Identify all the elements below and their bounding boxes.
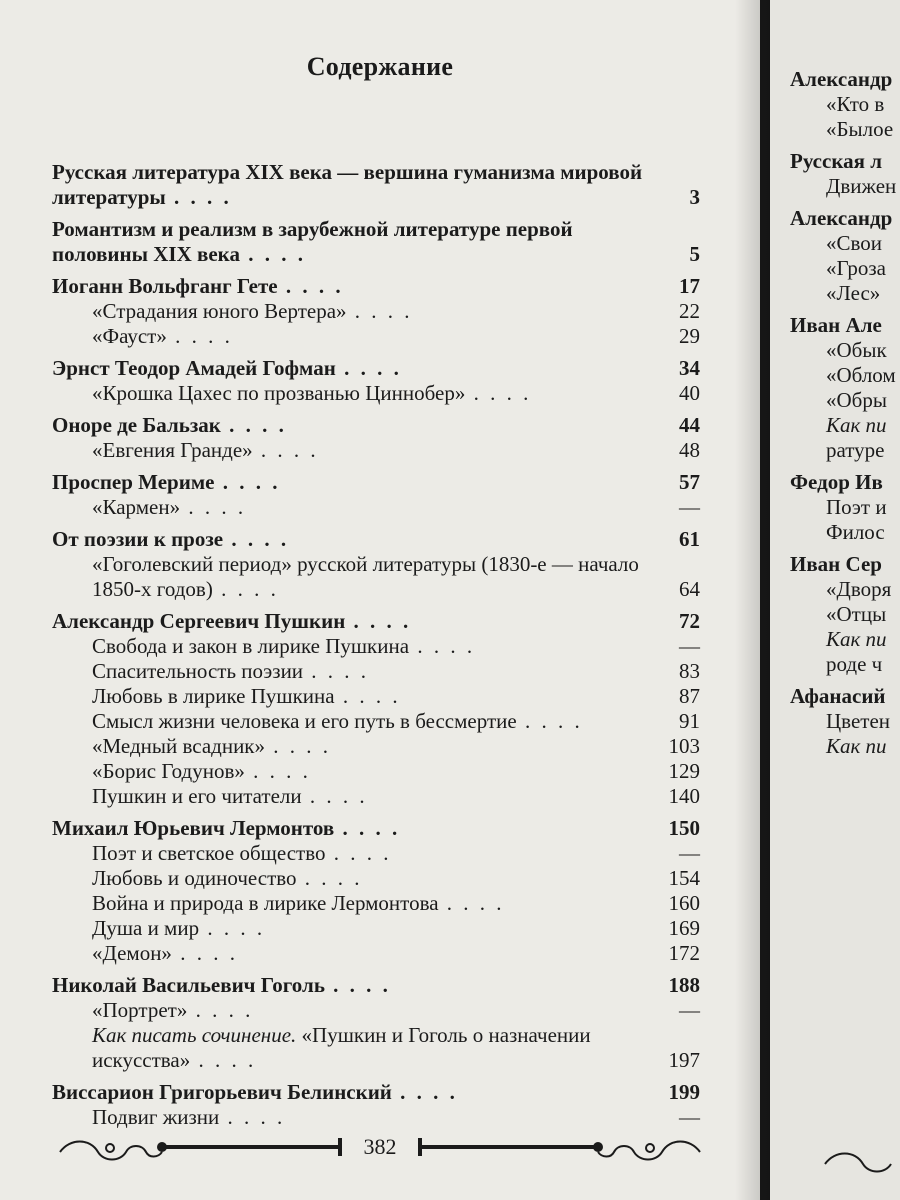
toc-entry-text: Николай Васильевич Гоголь bbox=[52, 973, 325, 997]
toc-entry-text: Поэт и светское общество bbox=[92, 841, 326, 865]
toc-page-number: 172 bbox=[668, 941, 700, 965]
right-toc-sub: Цветен bbox=[826, 709, 891, 733]
toc-heading-entry bbox=[52, 470, 700, 495]
toc-entry-text: «Фауст» bbox=[92, 324, 167, 348]
toc-leader-dots: . . . . bbox=[409, 634, 476, 658]
toc-entry-title bbox=[52, 217, 700, 267]
toc-sub-entry bbox=[52, 1023, 700, 1073]
toc-entry-text: «Демон» bbox=[92, 941, 172, 965]
toc-entry-title bbox=[92, 684, 700, 709]
toc-page-number: 150 bbox=[668, 816, 700, 840]
right-toc-sub: «Отцы bbox=[826, 602, 887, 626]
toc-page-number: 72 bbox=[679, 609, 700, 633]
right-toc-heading: Иван Сер bbox=[790, 552, 882, 576]
toc-leader-dots: . . . . bbox=[324, 973, 391, 997]
toc-entry-text: «Евгения Гранде» bbox=[92, 438, 253, 462]
right-toc-sub: ратуре bbox=[826, 438, 885, 462]
toc-entry-title bbox=[92, 709, 700, 734]
toc-heading-entry bbox=[52, 413, 700, 438]
toc-leader-dots: . . . . bbox=[214, 470, 281, 494]
toc-entry-title bbox=[92, 659, 700, 684]
toc-leader-dots: . . . . bbox=[223, 527, 290, 551]
toc-entry-text: «Борис Годунов» bbox=[92, 759, 245, 783]
toc-entry-text: Война и природа в лирике Лермонтова bbox=[92, 891, 439, 915]
toc-entry-title bbox=[92, 941, 700, 966]
toc-page-number: 140 bbox=[668, 784, 700, 808]
toc-leader-dots: . . . . bbox=[190, 1048, 257, 1072]
toc-leader-dots: . . . . bbox=[334, 816, 401, 840]
right-toc-sub: Движен bbox=[826, 174, 897, 198]
toc-sub-entry bbox=[52, 324, 700, 349]
toc-entry-title bbox=[92, 381, 700, 406]
toc-page-number: 129 bbox=[668, 759, 700, 783]
toc-leader-dots: . . . . bbox=[391, 1080, 458, 1104]
toc-page-number: 197 bbox=[668, 1048, 700, 1072]
toc-heading-entry bbox=[52, 217, 700, 267]
toc-page-number: 160 bbox=[668, 891, 700, 915]
right-toc-sub: «Обык bbox=[826, 338, 887, 362]
toc-page-number: 154 bbox=[668, 866, 700, 890]
toc-page-number: 91 bbox=[679, 709, 700, 733]
toc-sub-entry bbox=[52, 734, 700, 759]
toc-entry-title bbox=[92, 916, 700, 941]
toc-entry-text: Любовь в лирике Пушкина bbox=[92, 684, 335, 708]
right-toc-sub: роде ч bbox=[826, 652, 883, 676]
toc-heading-entry bbox=[52, 274, 700, 299]
right-toc-sub: Как пи bbox=[826, 627, 887, 651]
right-page bbox=[770, 0, 900, 1200]
toc-sub-entry bbox=[52, 299, 700, 324]
toc-entry-text: «Гоголевский период» русской литературы (1830-е — начало 1850-х годов) bbox=[92, 552, 639, 601]
toc-entry-text: Подвиг жизни bbox=[92, 1105, 220, 1129]
toc-entry-title bbox=[52, 1080, 700, 1105]
toc-entry-text: Душа и мир bbox=[92, 916, 200, 940]
toc-page-number: — bbox=[679, 1105, 700, 1129]
toc-page-number: 22 bbox=[679, 299, 700, 323]
toc-entry-title bbox=[52, 527, 700, 552]
toc-entry-title bbox=[52, 160, 700, 210]
toc-page-number: 44 bbox=[679, 413, 700, 437]
toc-sub-entry bbox=[52, 1105, 700, 1130]
right-toc-heading: Федор Ив bbox=[790, 470, 883, 494]
toc-entry-text: Виссарион Григорьевич Белинский bbox=[52, 1080, 392, 1104]
toc-leader-dots: . . . . bbox=[165, 185, 232, 209]
toc-sub-entry bbox=[52, 381, 700, 406]
toc-leader-dots: . . . . bbox=[199, 916, 266, 940]
toc-entry-title bbox=[92, 324, 700, 349]
toc-page-number: 103 bbox=[668, 734, 700, 758]
right-toc-heading: Русская л bbox=[790, 149, 882, 173]
toc-entry-text: Любовь и одиночество bbox=[92, 866, 297, 890]
toc-entry-title bbox=[92, 634, 700, 659]
toc-entry-text: Эрнст Теодор Амадей Гофман bbox=[52, 356, 336, 380]
toc-entry-title bbox=[92, 552, 700, 602]
right-toc-sub: Поэт и bbox=[826, 495, 887, 519]
toc-page-number: 40 bbox=[679, 381, 700, 405]
page-number: 382 bbox=[363, 1134, 397, 1159]
toc-sub-entry bbox=[52, 438, 700, 463]
toc-entry-text: «Кармен» bbox=[92, 495, 181, 519]
right-toc-sub: «Свои bbox=[826, 231, 883, 255]
right-toc-heading: Александр bbox=[790, 206, 893, 230]
toc-sub-entry bbox=[52, 916, 700, 941]
right-toc-sub: «Дворя bbox=[826, 577, 892, 601]
toc-entry-title bbox=[92, 1023, 700, 1073]
toc-sub-entry bbox=[52, 552, 700, 602]
toc-heading-entry bbox=[52, 973, 700, 998]
toc-leader-dots: . . . . bbox=[346, 299, 413, 323]
toc-heading-entry bbox=[52, 609, 700, 634]
toc-page-number: 199 bbox=[668, 1080, 700, 1104]
toc-leader-dots: . . . . bbox=[265, 734, 332, 758]
right-footer-ornament-icon bbox=[820, 1140, 900, 1180]
toc-entry-title bbox=[92, 438, 700, 463]
toc-leader-dots: . . . . bbox=[301, 784, 368, 808]
right-toc-heading: Афанасий bbox=[790, 684, 886, 708]
right-toc-sub: «Обры bbox=[826, 388, 887, 412]
toc-sub-entry bbox=[52, 659, 700, 684]
right-toc-sub: «Облом bbox=[826, 363, 896, 387]
toc-entry-text: От поэзии к прозе bbox=[52, 527, 224, 551]
toc-leader-dots: . . . . bbox=[516, 709, 583, 733]
toc-entry-title bbox=[52, 973, 700, 998]
toc-page-number: 169 bbox=[668, 916, 700, 940]
toc-entry-text: Александр Сергеевич Пушкин bbox=[52, 609, 346, 633]
toc-entry-title bbox=[52, 470, 700, 495]
toc-entry-title bbox=[92, 1105, 700, 1130]
toc-entry-text: Иоганн Вольфганг Гете bbox=[52, 274, 278, 298]
toc-entry-title bbox=[92, 891, 700, 916]
toc-page-number: 48 bbox=[679, 438, 700, 462]
toc-entry-title bbox=[92, 841, 700, 866]
toc-page-number: 61 bbox=[679, 527, 700, 551]
book-gutter bbox=[735, 0, 775, 1200]
page-title: Содержание bbox=[306, 52, 454, 81]
toc-entry-text: Проспер Мериме bbox=[52, 470, 215, 494]
table-of-contents bbox=[52, 160, 700, 1130]
toc-entry-text: Романтизм и реализм в зарубежной литературе первой половины XIX века bbox=[52, 217, 573, 266]
toc-entry-text: «Страдания юного Вертера» bbox=[92, 299, 347, 323]
toc-entry-text: «Медный всадник» bbox=[92, 734, 266, 758]
toc-entry-text: Свобода и закон в лирике Пушкина bbox=[92, 634, 410, 658]
toc-leader-dots: . . . . bbox=[187, 998, 254, 1022]
toc-page-number: — bbox=[679, 495, 700, 519]
toc-sub-entry bbox=[52, 841, 700, 866]
toc-entry-text: Русская литература XIX века — вершина гуманизма мировой литературы bbox=[52, 160, 643, 209]
toc-sub-entry bbox=[52, 634, 700, 659]
toc-page-number: 17 bbox=[679, 274, 700, 298]
toc-sub-entry bbox=[52, 784, 700, 809]
toc-page-number: 87 bbox=[679, 684, 700, 708]
right-toc-sub: «Кто в bbox=[826, 92, 885, 116]
right-toc-sub: Как пи bbox=[826, 734, 887, 758]
toc-entry-title bbox=[52, 274, 700, 299]
toc-entry-text: Спасительность поэзии bbox=[92, 659, 304, 683]
toc-sub-entry bbox=[52, 709, 700, 734]
toc-leader-dots: . . . . bbox=[212, 577, 279, 601]
toc-leader-dots: . . . . bbox=[438, 891, 505, 915]
toc-leader-dots: . . . . bbox=[277, 274, 344, 298]
right-toc-sub: «Гроза bbox=[826, 256, 886, 280]
toc-sub-entry bbox=[52, 684, 700, 709]
toc-entry-title bbox=[92, 759, 700, 784]
right-toc-heading: Иван Але bbox=[790, 313, 882, 337]
toc-entry-text: Пушкин и его читатели bbox=[92, 784, 302, 808]
toc-leader-dots: . . . . bbox=[171, 941, 238, 965]
toc-heading-entry bbox=[52, 816, 700, 841]
toc-leader-dots: . . . . bbox=[220, 413, 287, 437]
toc-page-number: 64 bbox=[679, 577, 700, 601]
toc-heading-entry bbox=[52, 527, 700, 552]
toc-leader-dots: . . . . bbox=[166, 324, 233, 348]
toc-leader-dots: . . . . bbox=[465, 381, 532, 405]
toc-page-number: 3 bbox=[689, 185, 700, 209]
toc-sub-entry bbox=[52, 495, 700, 520]
toc-heading-entry bbox=[52, 356, 700, 381]
toc-page-number: 5 bbox=[689, 242, 700, 266]
right-toc-sub: «Лес» bbox=[826, 281, 881, 305]
toc-heading-entry bbox=[52, 160, 700, 210]
toc-sub-entry bbox=[52, 941, 700, 966]
toc-leader-dots: . . . . bbox=[303, 659, 370, 683]
toc-entry-text: «Крошка Цахес по прозванью Циннобер» bbox=[92, 381, 466, 405]
toc-entry-italic-prefix: Как писать сочинение. bbox=[92, 1023, 297, 1047]
toc-leader-dots: . . . . bbox=[345, 609, 412, 633]
toc-sub-entry bbox=[52, 866, 700, 891]
toc-sub-entry bbox=[52, 998, 700, 1023]
toc-entry-title bbox=[52, 816, 700, 841]
toc-page-number: 34 bbox=[679, 356, 700, 380]
toc-sub-entry bbox=[52, 891, 700, 916]
toc-page-number: 83 bbox=[679, 659, 700, 683]
toc-entry-title bbox=[92, 734, 700, 759]
toc-leader-dots: . . . . bbox=[244, 759, 311, 783]
toc-page-number: 188 bbox=[668, 973, 700, 997]
toc-entry-text: «Портрет» bbox=[92, 998, 188, 1022]
right-toc-heading: Александр bbox=[790, 67, 893, 91]
toc-leader-dots: . . . . bbox=[334, 684, 401, 708]
toc-leader-dots: . . . . bbox=[219, 1105, 286, 1129]
toc-leader-dots: . . . . bbox=[252, 438, 319, 462]
toc-sub-entry bbox=[52, 759, 700, 784]
toc-entry-title bbox=[92, 998, 700, 1023]
toc-leader-dots: . . . . bbox=[325, 841, 392, 865]
toc-entry-title bbox=[52, 356, 700, 381]
right-page-toc-fragment bbox=[790, 60, 900, 759]
toc-entry-text: Смысл жизни человека и его путь в бессмертие bbox=[92, 709, 517, 733]
right-toc-sub: Филос bbox=[826, 520, 885, 544]
page-footer bbox=[50, 1128, 710, 1168]
toc-page-number: — bbox=[679, 634, 700, 658]
toc-page-number: — bbox=[679, 998, 700, 1022]
toc-entry-title bbox=[92, 299, 700, 324]
toc-entry-text: Оноре де Бальзак bbox=[52, 413, 221, 437]
toc-entry-text: Михаил Юрьевич Лермонтов bbox=[52, 816, 335, 840]
toc-leader-dots: . . . . bbox=[239, 242, 306, 266]
right-toc-sub: Как пи bbox=[826, 413, 887, 437]
toc-entry-text: «Пушкин и Гоголь о назначении искусства» bbox=[92, 1023, 591, 1072]
right-toc-sub: «Былое bbox=[826, 117, 894, 141]
toc-heading-entry bbox=[52, 1080, 700, 1105]
toc-leader-dots: . . . . bbox=[335, 356, 402, 380]
toc-entry-title bbox=[52, 413, 700, 438]
toc-entry-title bbox=[92, 784, 700, 809]
toc-page-number: — bbox=[679, 841, 700, 865]
toc-leader-dots: . . . . bbox=[180, 495, 247, 519]
toc-page-number: 29 bbox=[679, 324, 700, 348]
toc-entry-title bbox=[92, 495, 700, 520]
toc-page-number: 57 bbox=[679, 470, 700, 494]
toc-entry-title bbox=[52, 609, 700, 634]
toc-leader-dots: . . . . bbox=[296, 866, 363, 890]
toc-entry-title bbox=[92, 866, 700, 891]
